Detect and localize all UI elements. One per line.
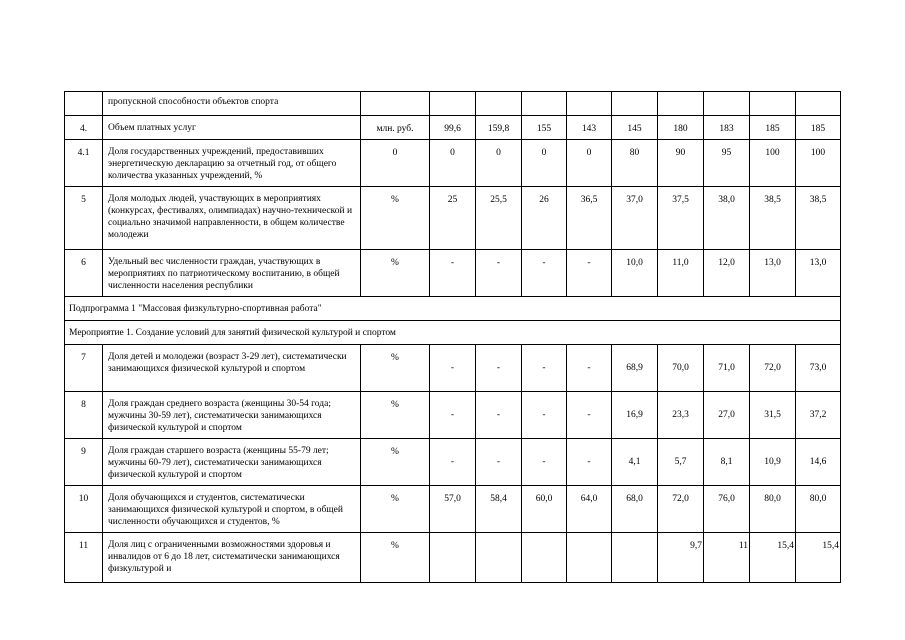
value-cell — [750, 92, 796, 116]
value-cell: 143 — [567, 116, 612, 140]
row-number: 6 — [65, 250, 103, 297]
value-cell — [522, 92, 567, 116]
value-cell — [430, 533, 476, 583]
value-cell: 155 — [522, 116, 567, 140]
value-cell: 180 — [658, 116, 704, 140]
indicator-name: Доля лиц с ограниченными возможностями здоровья и инвалидов от 6 до 18 лет, систематически занимающихся физкультурой и — [103, 533, 361, 583]
value-cell: 38,5 — [796, 187, 841, 250]
section-title: Подпрограмма 1 "Массовая физкультурно-спортивная работа" — [65, 297, 841, 321]
value-cell: 13,0 — [796, 250, 841, 297]
value-cell: 16,9 — [612, 392, 658, 439]
value-cell: 58,4 — [476, 486, 522, 533]
row-number: 4. — [65, 116, 103, 140]
value-cell: 99,6 — [430, 116, 476, 140]
value-cell: 70,0 — [658, 345, 704, 392]
value-cell — [658, 92, 704, 116]
value-cell — [567, 533, 612, 583]
section-row — [65, 321, 841, 345]
unit-cell: % — [361, 486, 430, 533]
section-row — [65, 297, 841, 321]
value-cell: - — [430, 250, 476, 297]
value-cell: - — [522, 250, 567, 297]
value-cell — [476, 92, 522, 116]
value-cell: 76,0 — [704, 486, 750, 533]
value-cell: 100 — [796, 140, 841, 187]
row-number — [65, 92, 103, 116]
table-row — [65, 187, 841, 250]
value-cell: 185 — [796, 116, 841, 140]
value-cell — [796, 92, 841, 116]
value-cell: 159,8 — [476, 116, 522, 140]
value-cell: 10,0 — [612, 250, 658, 297]
value-cell: 37,0 — [612, 187, 658, 250]
value-cell: 11,0 — [658, 250, 704, 297]
value-cell: 183 — [704, 116, 750, 140]
unit-cell: % — [361, 533, 430, 583]
table-row — [65, 116, 841, 140]
value-cell: - — [476, 392, 522, 439]
value-cell: - — [476, 439, 522, 486]
value-cell: 72,0 — [658, 486, 704, 533]
value-cell: 72,0 — [750, 345, 796, 392]
value-cell: 14,6 — [796, 439, 841, 486]
value-cell: 37,2 — [796, 392, 841, 439]
value-cell: 0 — [476, 140, 522, 187]
table-row — [65, 92, 841, 116]
value-cell: 0 — [522, 140, 567, 187]
value-cell: 10,9 — [750, 439, 796, 486]
value-cell: - — [522, 439, 567, 486]
row-number: 8 — [65, 392, 103, 439]
value-cell: 25 — [430, 187, 476, 250]
unit-cell: % — [361, 392, 430, 439]
indicator-name: Доля граждан старшего возраста (женщины 55-79 лет; мужчины 60-79 лет), систематически занимающихся физической культурой и спортом — [103, 439, 361, 486]
value-cell: - — [430, 439, 476, 486]
row-number: 10 — [65, 486, 103, 533]
indicator-name: Объем платных услуг — [103, 116, 361, 140]
value-cell: 5,7 — [658, 439, 704, 486]
value-cell: 145 — [612, 116, 658, 140]
unit-cell: 0 — [361, 140, 430, 187]
value-cell — [704, 92, 750, 116]
value-cell: 37,5 — [658, 187, 704, 250]
value-cell: - — [522, 392, 567, 439]
value-cell: 8,1 — [704, 439, 750, 486]
table-row — [65, 250, 841, 297]
value-cell: 100 — [750, 140, 796, 187]
value-cell: - — [567, 250, 612, 297]
value-cell: 90 — [658, 140, 704, 187]
indicator-name: Доля граждан среднего возраста (женщины 30-54 года; мужчины 30-59 лет), систематически занимающихся физической культурой и спортом — [103, 392, 361, 439]
table-row — [65, 345, 841, 392]
value-cell: 0 — [567, 140, 612, 187]
value-cell: 80,0 — [750, 486, 796, 533]
value-cell: 80,0 — [796, 486, 841, 533]
indicator-name: Доля молодых людей, участвующих в мероприятиях (конкурсах, фестивалях, олимпиадах) научно-технической и социально значимой направленности, в общем количестве молодежи — [103, 187, 361, 250]
value-cell: 9,7 — [658, 533, 704, 583]
section-title: Мероприятие 1. Создание условий для занятий физической культурой и спортом — [65, 321, 841, 345]
value-cell: 68,9 — [612, 345, 658, 392]
value-cell — [567, 92, 612, 116]
value-cell: - — [522, 345, 567, 392]
value-cell: 36,5 — [567, 187, 612, 250]
value-cell: 80 — [612, 140, 658, 187]
indicator-name: Удельный вес численности граждан, участвующих в мероприятиях по патриотическому воспитанию, в общей численности населения республики — [103, 250, 361, 297]
value-cell: - — [476, 250, 522, 297]
value-cell: 38,5 — [750, 187, 796, 250]
value-cell — [522, 533, 567, 583]
value-cell — [430, 92, 476, 116]
table-body — [65, 92, 841, 583]
value-cell: 0 — [430, 140, 476, 187]
value-cell — [612, 92, 658, 116]
value-cell: 26 — [522, 187, 567, 250]
row-number: 4.1 — [65, 140, 103, 187]
table-row — [65, 140, 841, 187]
value-cell: 68,0 — [612, 486, 658, 533]
value-cell — [476, 533, 522, 583]
table-row — [65, 439, 841, 486]
value-cell: - — [567, 392, 612, 439]
unit-cell: % — [361, 187, 430, 250]
value-cell: 71,0 — [704, 345, 750, 392]
indicator-name: пропускной способности объектов спорта — [103, 92, 361, 116]
table-row — [65, 486, 841, 533]
row-number: 9 — [65, 439, 103, 486]
value-cell: 4,1 — [612, 439, 658, 486]
unit-cell: млн. руб. — [361, 116, 430, 140]
value-cell: 25,5 — [476, 187, 522, 250]
value-cell: 11 — [704, 533, 750, 583]
unit-cell: % — [361, 345, 430, 392]
row-number: 5 — [65, 187, 103, 250]
table-row — [65, 533, 841, 583]
value-cell: 57,0 — [430, 486, 476, 533]
value-cell: - — [430, 392, 476, 439]
value-cell: - — [476, 345, 522, 392]
value-cell: 64,0 — [567, 486, 612, 533]
value-cell: 73,0 — [796, 345, 841, 392]
value-cell: 95 — [704, 140, 750, 187]
value-cell — [612, 533, 658, 583]
indicator-name: Доля государственных учреждений, предоставивших энергетическую декларацию за отчетный год, от общего количества указанных учреждений, % — [103, 140, 361, 187]
unit-cell — [361, 92, 430, 116]
value-cell: 12,0 — [704, 250, 750, 297]
unit-cell: % — [361, 439, 430, 486]
value-cell: 27,0 — [704, 392, 750, 439]
indicators-table — [64, 91, 841, 583]
value-cell: 15,4 — [750, 533, 796, 583]
table-row — [65, 392, 841, 439]
row-number: 11 — [65, 533, 103, 583]
value-cell: 15,4 — [796, 533, 841, 583]
unit-cell: % — [361, 250, 430, 297]
value-cell: 60,0 — [522, 486, 567, 533]
value-cell: 38,0 — [704, 187, 750, 250]
indicator-name: Доля детей и молодежи (возраст 3-29 лет), систематически занимающихся физической культурой и спортом — [103, 345, 361, 392]
value-cell: 185 — [750, 116, 796, 140]
value-cell: 23,3 — [658, 392, 704, 439]
value-cell: 13,0 — [750, 250, 796, 297]
value-cell: - — [430, 345, 476, 392]
indicator-name: Доля обучающихся и студентов, систематически занимающихся физической культурой и спортом, в общей численности обучающихся и студентов, % — [103, 486, 361, 533]
value-cell: - — [567, 439, 612, 486]
row-number: 7 — [65, 345, 103, 392]
value-cell: 31,5 — [750, 392, 796, 439]
value-cell: - — [567, 345, 612, 392]
